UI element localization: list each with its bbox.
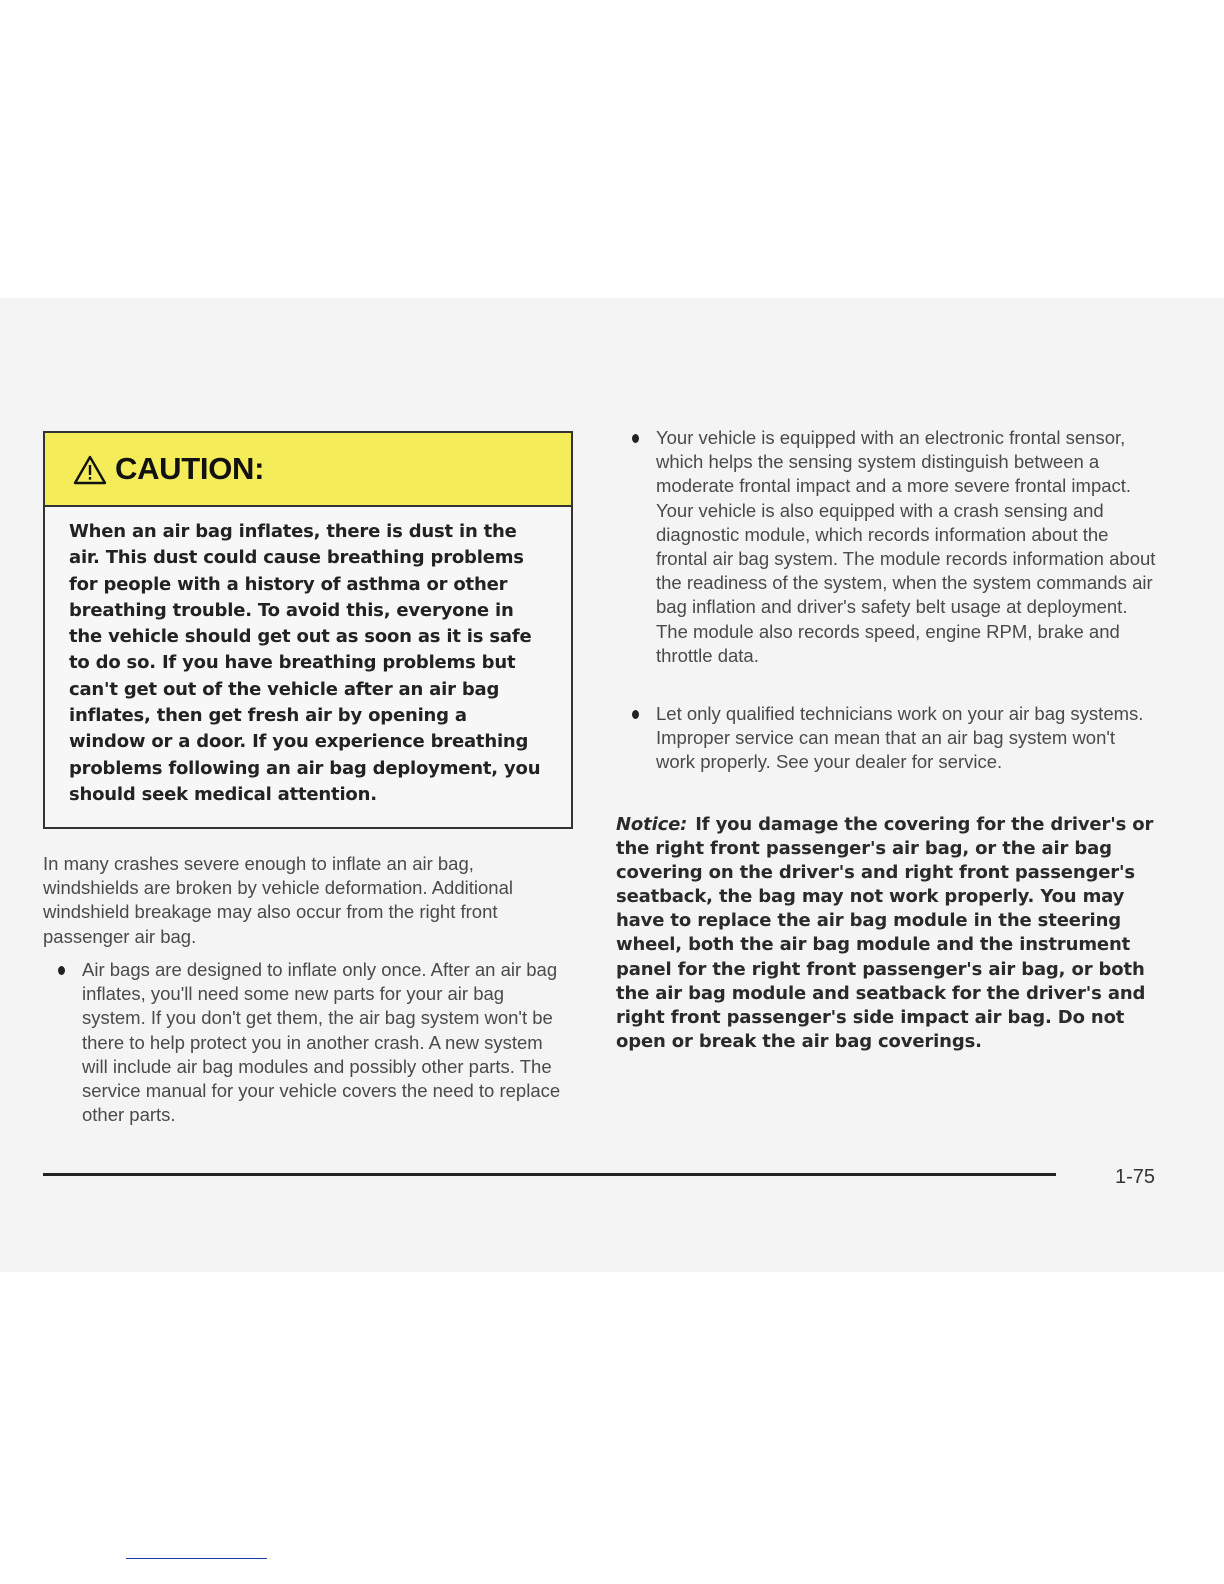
page-number: 1-75	[1115, 1166, 1156, 1188]
caution-box	[43, 431, 573, 829]
link-underline	[126, 1558, 267, 1559]
notice-label: Notice:	[616, 814, 688, 835]
caution-text: When an air bag inflates, there is dust in the air. This dust could cause breathing problems for people with a history of asthma or other breathing trouble. To avoid this, everyone in the vehicle should get out as soon as it is safe to do so. If you have breathing problems but can't get out of the vehicle after an air bag inflates, then get fresh air by opening a window or a door. If you experience breathing problems following an air bag deployment, you should seek medical attention.	[69, 521, 541, 805]
bullet-icon	[632, 710, 639, 719]
notice-block	[616, 813, 1156, 1054]
right-bullet-item-2	[632, 702, 1144, 773]
caution-header	[45, 433, 571, 507]
bullet-text: Your vehicle is equipped with an electronic frontal sensor, which helps the sensing system distinguish between a moderate frontal impact and a more severe frontal impact. Your vehicle is also equipped with a crash sensing and diagnostic module, which records information about the frontal air bag system. The module records information about the readiness of the system, when the system commands air bag inflation and driver's safety belt usage at deployment. The module also records speed, engine RPM, brake and throttle data.	[656, 427, 1156, 666]
bullet-icon	[632, 434, 639, 443]
footer-divider	[43, 1173, 1056, 1176]
bullet-text: Let only qualified technicians work on your air bag systems. Improper service can mean that an air bag system won't work properly. See your dealer for service.	[656, 703, 1144, 773]
right-bullet-item-1	[632, 426, 1156, 666]
warning-triangle-icon	[73, 454, 107, 486]
left-bullet-item	[58, 958, 561, 1126]
notice-text: If you damage the covering for the driver's or the right front passenger's air bag, or the air bag covering on the driver's and right front passenger's seatback, the bag may not work properly. You may have to replace the air bag module in the steering wheel, both the air bag module and the instrument panel for the right front passenger's air bag, or both the air bag module and seatback for the driver's and right front passenger's side impact air bag. Do not open or break the air bag coverings.	[616, 814, 1154, 1052]
bullet-icon	[58, 966, 65, 975]
caution-title: CAUTION:	[115, 451, 265, 486]
bullet-text: Air bags are designed to inflate only once. After an air bag inflates, you'll need some new parts for your air bag system. If you don't get them, the air bag system won't be there to help protect you in another crash. A new system will include air bag modules and possibly other parts. The service manual for your vehicle covers the need to replace other parts.	[82, 959, 561, 1126]
left-paragraph: In many crashes severe enough to inflate an air bag, windshields are broken by vehicle deformation. Additional windshield breakage may also occur from the right front passenger air bag.	[43, 853, 513, 947]
